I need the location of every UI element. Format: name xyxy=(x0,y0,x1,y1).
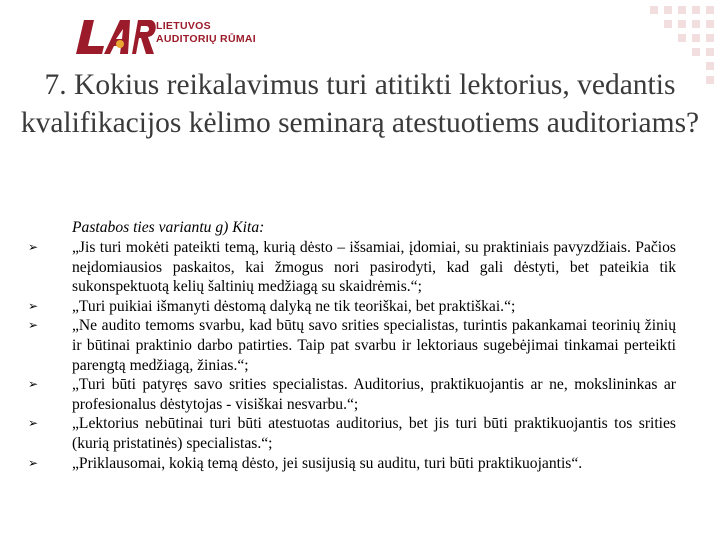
arrow-bullet-icon: ➢ xyxy=(28,240,39,254)
logo-line-1: LIETUVOS xyxy=(156,20,211,32)
comment-text: „Jis turi mokėti pateikti temą, kurią dėsto – išsamiai, įdomiai, su praktiniais pavyzdžiais. Pačios neįdomiausios paskaitos, kai žmogus nori pasirodyti, kad gali dėstyti, bet pateikia tik sukonspektuotą kelių šaltinių medžiagą su skaidrėmis.“; xyxy=(72,239,676,296)
arrow-bullet-icon: ➢ xyxy=(28,298,39,313)
arrow-bullet-icon: ➢ xyxy=(28,416,39,431)
list-item xyxy=(28,414,676,453)
arrow-bullet-icon: ➢ xyxy=(28,377,39,392)
comment-text: „Ne audito temoms svarbu, kad būtų savo srities specialistas, turintis pakankamai teorinių žinių ir būtinai praktinio darbo patirties. Taip pat svarbu ir lektoriaus sugebėjimai tinkamai perteikti parengtą medžiagą, žinias.“; xyxy=(72,317,676,374)
logo-line-2: AUDITORIŲ RŪMAI xyxy=(156,33,256,45)
slide-title: 7. Kokius reikalavimus turi atitikti lektorius, vedantis kvalifikacijos kėlimo seminarą atestuotiems auditoriams? xyxy=(20,69,700,139)
list-item xyxy=(28,238,676,297)
comment-list xyxy=(28,238,676,473)
list-item xyxy=(28,375,676,414)
comment-text: „Turi būti patyręs savo srities specialistas. Auditorius, praktikuojantis ar ne, mokslininkas ar profesionalus dėstytojas - visiškai nesvarbu.“; xyxy=(72,376,676,413)
comment-text: „Lektorius nebūtinai turi būti atestuotas auditorius, bet jis turi būti praktikuojantis tos srities (kurią pristatinės) specialistas.“; xyxy=(72,415,676,452)
comment-text: „Turi puikiai išmanyti dėstomą dalyką ne tik teoriškai, bet praktiškai.“; xyxy=(72,297,516,315)
list-item xyxy=(28,297,676,317)
arrow-bullet-icon: ➢ xyxy=(28,318,39,333)
comment-text: „Priklausomai, kokią temą dėsto, jei susijusią su auditu, turi būti praktikuojantis“. xyxy=(72,454,583,472)
list-item xyxy=(28,316,676,375)
arrow-bullet-icon: ➢ xyxy=(28,455,39,470)
notes-heading: Pastabos ties variantu g) Kita: xyxy=(72,219,265,236)
logo-text xyxy=(156,20,256,46)
lar-logo-mark xyxy=(76,12,156,60)
list-item xyxy=(28,454,676,474)
